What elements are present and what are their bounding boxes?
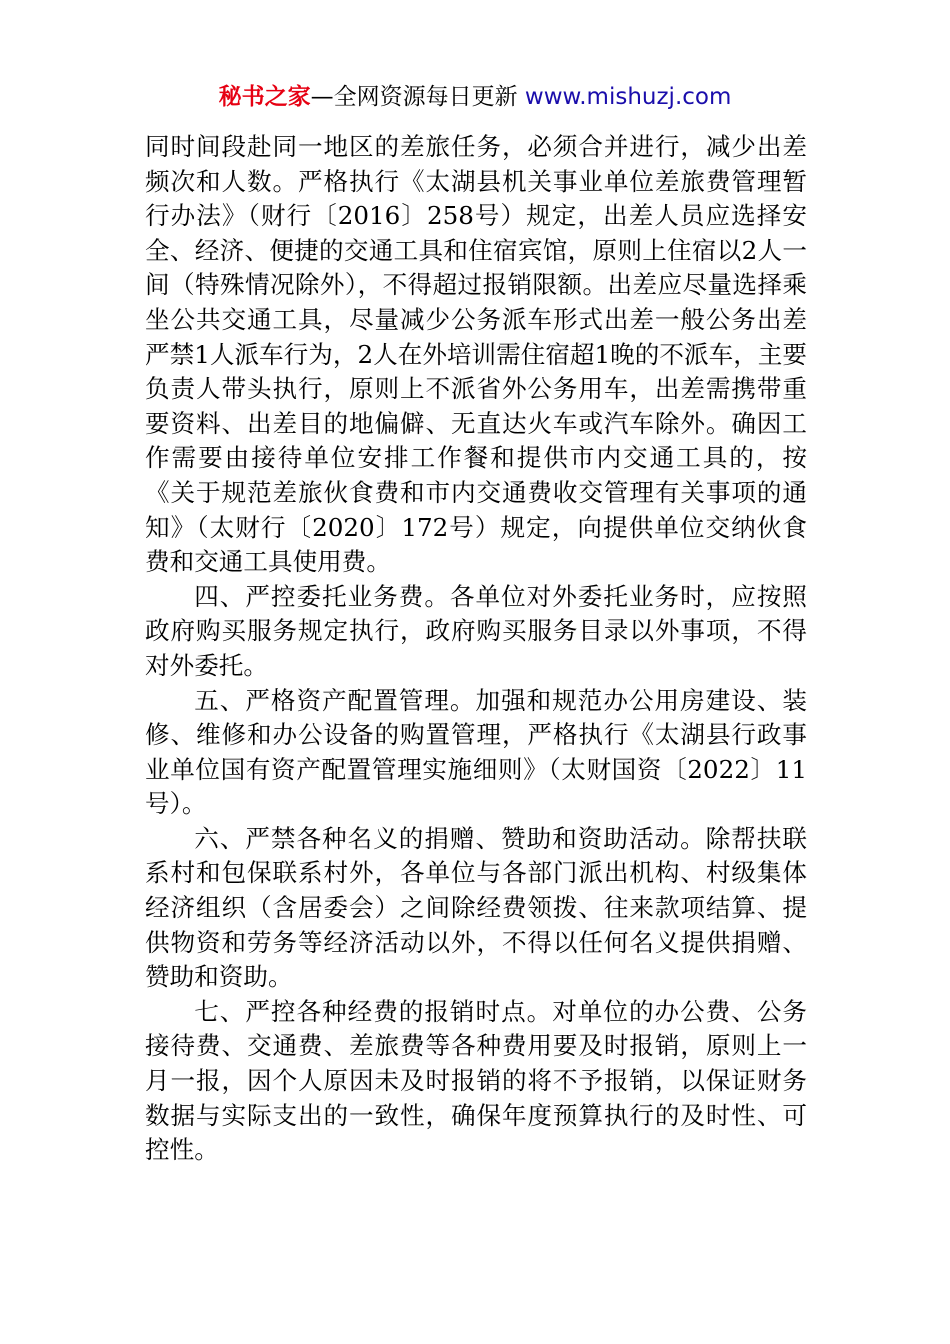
paragraph-item-6: 六、严禁各种名义的捐赠、赞助和资助活动。除帮扶联系村和包保联系村外，各单位与各部门派出机构、村级集体经济组织（含居委会）之间除经费领拨、往来款项结算、提供物资和劳务等经济活动以外，不得以任何名义提供捐赠、赞助和资助。 [145, 823, 807, 992]
paragraph-item-5: 五、严格资产配置管理。加强和规范办公用房建设、装修、维修和办公设备的购置管理，严格执行《太湖县行政事业单位国有资产配置管理实施细则》（太财国资〔2022〕11号）。 [145, 685, 807, 819]
site-url[interactable]: www.mishuzj.com [524, 84, 732, 110]
paragraph-continuation: 同时间段赴同一地区的差旅任务，必须合并进行，减少出差频次和人数。严格执行《太湖县机关事业单位差旅费管理暂行办法》（财行〔2016〕258号）规定，出差人员应选择安全、经济、便捷的交通工具和住宿宾馆，原则上住宿以2人一间（特殊情况除外），不得超过报销限额。出差应尽量选择乘坐公共交通工具，尽量减少公务派车形式出差一般公务出差严禁1人派车行为，2人在外培训需住宿超1晚的不派车，主要负责人带头执行，原则上不派省外公务用车，出差需携带重要资料、出差目的地偏僻、无直达火车或汽车除外。确因工作需要由接待单位安排工作餐和提供市内交通工具的，按《关于规范差旅伙食费和市内交通费收交管理有关事项的通知》（太财行〔2020〕172号）规定，向提供单位交纳伙食费和交通工具使用费。 [145, 132, 807, 577]
paragraph-item-4: 四、严控委托业务费。各单位对外委托业务时，应按照政府购买服务规定执行，政府购买服务目录以外事项，不得对外委托。 [145, 581, 807, 680]
paragraph-item-7: 七、严控各种经费的报销时点。对单位的办公费、公务接待费、交通费、差旅费等各种费用要及时报销，原则上一月一报，因个人原因未及时报销的将不予报销，以保证财务数据与实际支出的一致性，确保年度预算执行的及时性、可控性。 [145, 996, 807, 1165]
header-slogan: —全网资源每日更新 [310, 84, 518, 110]
page-header [0, 80, 950, 114]
document-body [145, 130, 807, 1168]
brand-name: 秘书之家 [218, 84, 311, 110]
